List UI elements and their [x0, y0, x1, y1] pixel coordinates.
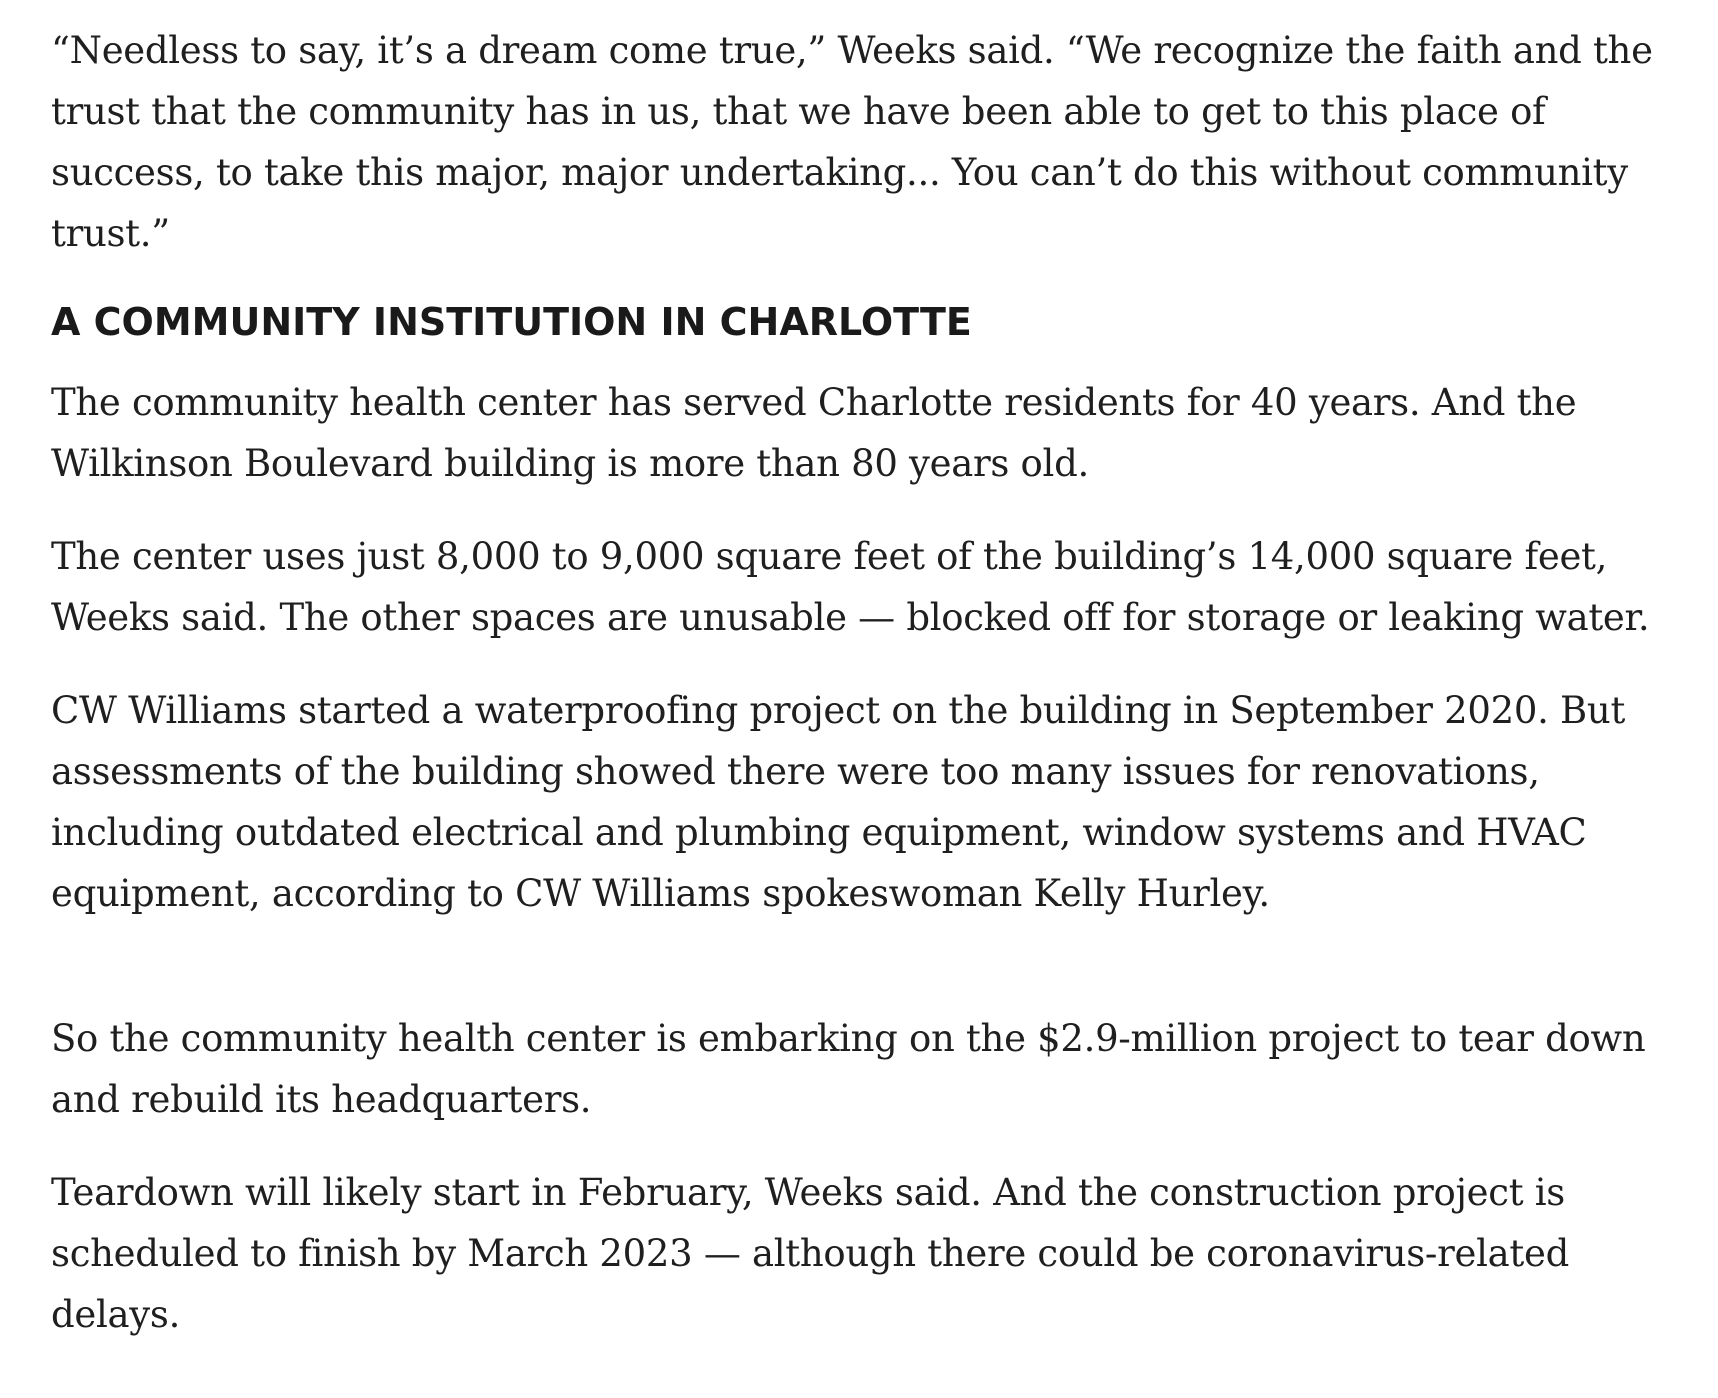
paragraph-timeline: Teardown will likely start in February, Weeks said. And the construction project is scheduled to finish by March 2023 — although there could be coronavirus-related delays.	[51, 1171, 1569, 1336]
paragraph-assessment: CW Williams started a waterproofing project on the building in September 2020. But assessments of the building showed there were too many issues for renovations, including outdated electrical and plumbing equipment, window systems and HVAC equipment, according to CW Williams spokeswoman Kelly Hurley.	[51, 689, 1626, 915]
quote-paragraph: “Needless to say, it’s a dream come true,” Weeks said. “We recognize the faith and the trust that the community has in us, that we have been able to get to this place of success, to take this major, major undertaking... You can’t do this without community trust.”	[51, 29, 1653, 255]
article-body	[51, 20, 1691, 1345]
section-heading: A COMMUNITY INSTITUTION IN CHARLOTTE	[51, 300, 972, 344]
paragraph-project: So the community health center is embarking on the $2.9-million project to tear down and rebuild its headquarters.	[51, 1017, 1646, 1121]
paragraph-history: The community health center has served Charlotte residents for 40 years. And the Wilkinson Boulevard building is more than 80 years old.	[51, 381, 1577, 485]
paragraph-space-usage: The center uses just 8,000 to 9,000 square feet of the building’s 14,000 square feet, Weeks said. The other spaces are unusable — blocked off for storage or leaking water.	[51, 535, 1650, 639]
